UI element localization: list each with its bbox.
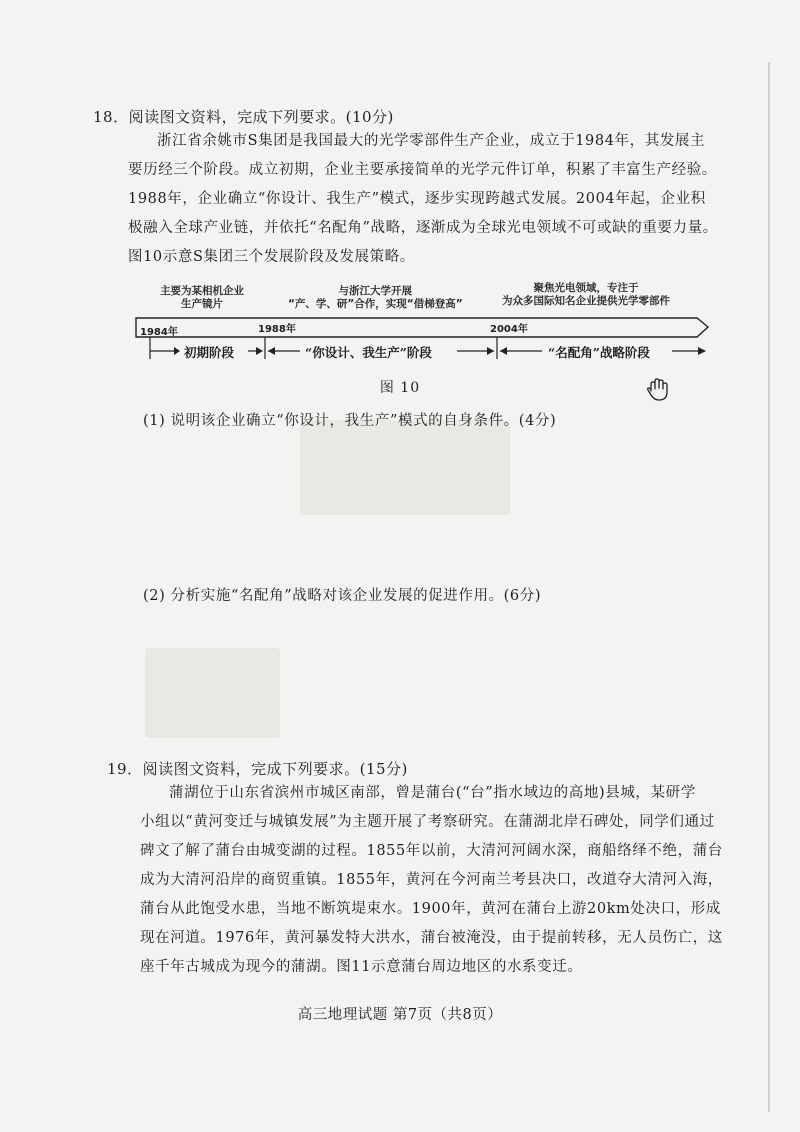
timeline-arrow-bar xyxy=(136,318,708,337)
passage-line: 要历经三个阶段。成立初期，企业主要承接简单的光学元件订单，积累了丰富生产经验。 xyxy=(128,162,717,178)
scan-edge-line xyxy=(768,62,770,1112)
stage2-right-arrowhead xyxy=(487,347,494,355)
question-18-heading: 18．阅读图文资料，完成下列要求。(10分) xyxy=(93,108,394,126)
stage1-strategy-line: 生产镜片 xyxy=(181,298,223,310)
page-footer: 高三地理试题 第7页（共8页） xyxy=(297,1007,503,1023)
stage3-strategy-line: 为众多国际知名企业提供光学零部件 xyxy=(502,295,670,307)
passage-line: 蒲湖位于山东省滨州市城区南部，曾是蒲台(“台”指水域边的高地)县城，某研学 xyxy=(169,785,696,801)
stage3-left-arrowhead xyxy=(500,347,507,355)
stage1-label: 初期阶段 xyxy=(184,345,235,360)
question-19-passage xyxy=(140,779,723,982)
stage2-strategy-line: 与浙江大学开展 xyxy=(338,285,413,297)
show-through-shadow xyxy=(145,648,280,738)
passage-line: 图10示意S集团三个发展阶段及发展策略。 xyxy=(128,249,415,265)
stage1-arrowhead xyxy=(174,347,180,355)
passage-line: 碑文了解了蒲台由城变湖的过程。1855年以前，大清河河阔水深，商船络绎不绝，蒲台 xyxy=(140,843,723,859)
question-19-heading: 19．阅读图文资料，完成下列要求。(15分) xyxy=(107,760,408,778)
passage-line: 极融入全球产业链，并依托“名配角”战略，逐渐成为全球光电领域不可或缺的重要力量。 xyxy=(128,220,718,236)
stage2-strategy-line: “产、学、研”合作，实现“借梯登高” xyxy=(288,298,463,310)
passage-line: 蒲台从此饱受水患，当地不断筑堤束水。1900年，黄河在蒲台上游20km处决口，形成 xyxy=(140,901,721,917)
show-through-shadow xyxy=(300,420,510,515)
stage2-left-arrowhead xyxy=(268,347,275,355)
stage1-strategy-line: 主要为某相机企业 xyxy=(160,285,244,297)
year-2004-label: 2004年 xyxy=(490,324,528,335)
passage-line: 座千年古城成为现今的蒲湖。图11示意蒲台周边地区的水系变迁。 xyxy=(140,959,583,975)
passage-line: 浙江省余姚市S集团是我国最大的光学零部件生产企业，成立于1984年，其发展主 xyxy=(157,133,706,149)
stage1-right-arrowhead xyxy=(256,347,263,355)
passage-line: 1988年，企业确立“你设计、我生产”模式，逐步实现跨越式发展。2004年起，企业积 xyxy=(128,191,706,207)
question-18-passage xyxy=(128,127,718,272)
figure-10-caption: 图 10 xyxy=(379,380,421,396)
figure-10-timeline xyxy=(130,283,720,383)
year-1984-label: 1984年 xyxy=(140,327,178,338)
hand-icon xyxy=(646,378,668,402)
question-18-sub-1: (1) 说明该企业确立“你设计，我生产”模式的自身条件。(4分) xyxy=(143,413,557,429)
passage-line: 成为大清河沿岸的商贸重镇。1855年，黄河在今河南兰考县决口，改道夺大清河入海， xyxy=(140,872,723,888)
stage3-strategy-line: 聚焦光电领域，专注于 xyxy=(533,282,639,294)
year-1988-label: 1988年 xyxy=(258,324,296,335)
stage2-label: “你设计、我生产”阶段 xyxy=(305,345,432,360)
passage-line: 小组以“黄河变迁与城镇发展”为主题开展了考察研究。在蒲湖北岸石碑处，同学们通过 xyxy=(140,814,715,830)
stage3-label: “名配角”战略阶段 xyxy=(548,345,650,360)
passage-line: 现在河道。1976年，黄河暴发特大洪水，蒲台被淹没，由于提前转移，无人员伤亡，这 xyxy=(140,930,723,946)
stage3-right-arrowhead xyxy=(698,347,706,355)
question-18-sub-2: (2) 分析实施“名配角”战略对该企业发展的促进作用。(6分) xyxy=(143,588,542,604)
